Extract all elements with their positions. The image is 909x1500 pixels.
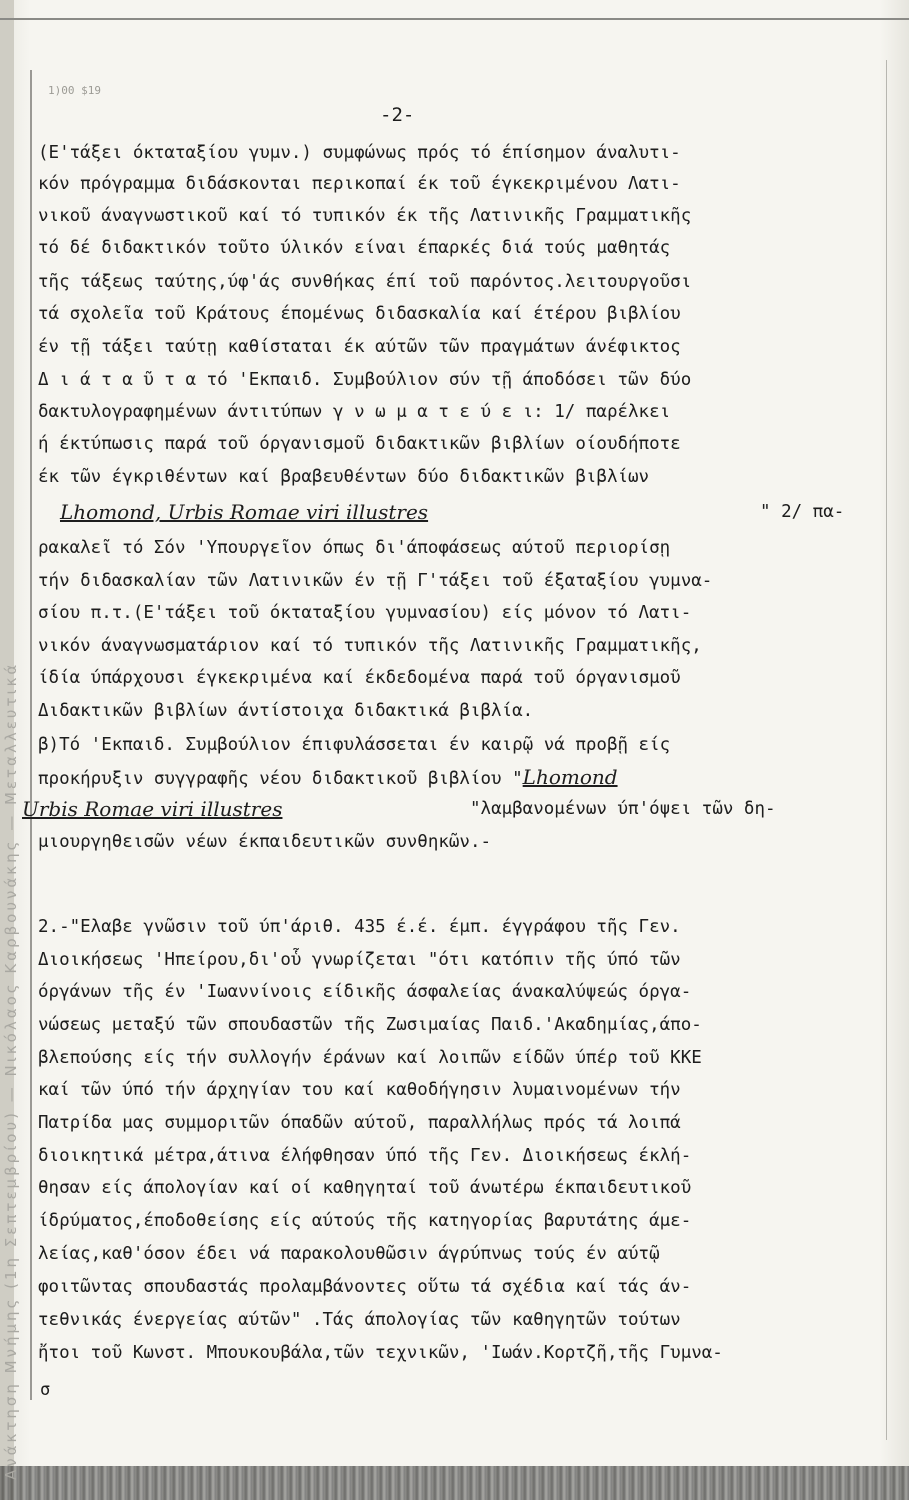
text-segment: προκήρυξιν συγγραφῆς νέου διδακτικοῦ βιβλίου " bbox=[38, 769, 523, 789]
handwritten-book-title: Lhomond, Urbis Romae viri illustres bbox=[60, 500, 429, 524]
text-line: Διοικήσεως 'Ηπείρου,δι'οὗ γνωρίζεται "ότι κατόπιν τῆς ύπό τῶν bbox=[38, 950, 681, 970]
text-line: λείας,καθ'όσον έδει νά παρακολουθῶσιν άγρύπνως τούς έν αύτῷ bbox=[38, 1244, 660, 1264]
page-number: -2- bbox=[380, 104, 415, 126]
text-line: τήν διδασκαλίαν τῶν Λατινικῶν έν τῇ Γ'τάξει τοῦ έξαταξίου γυμνα- bbox=[38, 571, 713, 591]
text-line: νικόν άναγνωσματάριον καί τό τυπικόν τῆς Λατινικῆς Γραμματικῆς, bbox=[38, 636, 702, 656]
margin-rule-right bbox=[886, 60, 887, 1440]
handwritten-book-author: Lhomond bbox=[522, 765, 618, 789]
text-line: τεθνικάς ένεργείας αύτῶν" .Τάς άπολογίας τῶν καθηγητῶν τούτων bbox=[38, 1310, 681, 1330]
text-line: βλεπούσης είς τήν συλλογήν έράνων καί λοιπῶν είδῶν ύπέρ τοῦ ΚΚΕ bbox=[38, 1048, 702, 1068]
text-line: β)Τό 'Εκπαιδ. Συμβούλιον έπιφυλάσσεται έν καιρῷ νά προβῇ είς bbox=[38, 735, 671, 755]
text-line: νικοῦ άναγνωστικοῦ καί τό τυπικόν έκ τῆς Λατινικῆς Γραμματικῆς bbox=[38, 206, 692, 226]
text-line: μιουργηθεισῶν νέων έκπαιδευτικῶν συνθηκῶν.- bbox=[38, 832, 492, 852]
text-line: φοιτῶντας σπουδαστάς προλαμβάνοντες οὕτω τά σχέδια καί τάς άν- bbox=[38, 1277, 692, 1297]
text-line: δακτυλογραφημένων άντιτύπων γ ν ω μ α τ ε ύ ε ι: 1/ παρέλκει bbox=[38, 402, 671, 422]
handwritten-book-title: Urbis Romae viri illustres bbox=[22, 797, 283, 821]
archive-stamp: 1)00 $19 bbox=[48, 84, 101, 97]
text-line: ίδία ύπάρχουσι έγκεκριμένα καί έκδεδομένα παρά τοῦ όργανισμοῦ bbox=[38, 668, 681, 688]
item-marker: " 2/ πα- bbox=[760, 502, 845, 522]
text-line: 2.-"Ελαβε γνῶσιν τοῦ ύπ'άριθ. 435 έ.έ. έμπ. έγγράφου τῆς Γεν. bbox=[38, 917, 681, 937]
text-line bbox=[38, 765, 880, 791]
text-line: ή έκτύπωσις παρά τοῦ όργανισμοῦ διδακτικῶν βιβλίων οίουδήποτε bbox=[38, 434, 681, 454]
handwritten-line bbox=[38, 500, 880, 526]
text-line: όργάνων τῆς έν 'Ιωαννίνοις είδικῆς άσφαλείας άνακαλύψεώς όργα- bbox=[38, 982, 692, 1002]
text-line: σίου π.τ.(Ε'τάξει τοῦ όκταταξίου γυμνασίου) είς μόνον τό Λατι- bbox=[38, 603, 692, 623]
text-line: τά σχολεῖα τοῦ Κράτους έπομένως διδασκαλία καί έτέρου βιβλίου bbox=[38, 304, 681, 324]
text-line: Δ ι ά τ α ῦ τ α τό 'Εκπαιδ. Συμβούλιον σύν τῇ άποδόσει τῶν δύο bbox=[38, 370, 692, 390]
text-line: νώσεως μεταξύ τῶν σπουδαστῶν τῆς Ζωσιμαίας Παιδ.'Ακαδημίας,άπο- bbox=[38, 1015, 702, 1035]
margin-rule-left bbox=[30, 70, 32, 1400]
text-line: τῆς τάξεως ταύτης,ύφ'άς συνθήκας έπί τοῦ παρόντος.λειτουργοῦσι bbox=[38, 272, 692, 292]
text-line: (Ε'τάξει όκταταξίου γυμν.) συμφώνως πρός τό έπίσημον άναλυτι- bbox=[38, 143, 681, 163]
top-rule bbox=[0, 18, 909, 20]
text-segment: "λαμβανομένων ύπ'όψει τῶν δη- bbox=[470, 799, 776, 819]
text-line: κόν πρόγραμμα διδάσκονται περικοπαί έκ τοῦ έγκεκριμένου Λατι- bbox=[38, 174, 681, 194]
handwritten-line bbox=[22, 797, 880, 823]
text-line: ρακαλεῖ τό Σόν 'Υπουργεῖον όπως δι'άποφάσεως αύτοῦ περιορίσῃ bbox=[38, 538, 671, 558]
text-line: Διδακτικῶν βιβλίων άντίστοιχα διδακτικά βιβλία. bbox=[38, 701, 534, 721]
text-line: θησαν είς άπολογίαν καί οί καθηγηταί τοῦ άνωτέρω έκπαιδευτικοῦ bbox=[38, 1178, 692, 1198]
archive-side-note: Ανάκτηση Μνήμης (1η Σεπτεμβρίου) — Νικόλαος Καρβουνάκης — Μεταλλευτικά bbox=[2, 661, 20, 1480]
footnote-mark: σ bbox=[40, 1380, 51, 1400]
text-line: ἤτοι τοῦ Κωνστ. Μπουκουβάλα,τῶν τεχνικῶν, 'Ιωάν.Κορτζῆ,τῆς Γυμνα- bbox=[38, 1343, 723, 1363]
text-line: ίδρύματος,έποδοθείσης είς αύτούς τῆς κατηγορίας βαρυτάτης άμε- bbox=[38, 1211, 692, 1231]
text-line: έν τῇ τάξει ταύτῃ καθίσταται έκ αύτῶν τῶν πραγμάτων άνέφικτος bbox=[38, 337, 681, 357]
text-line: διοικητικά μέτρα,άτινα έλήφθησαν ύπό τῆς Γεν. Διοικήσεως έκλή- bbox=[38, 1146, 692, 1166]
scan-edge-strip bbox=[0, 1466, 909, 1500]
text-line: τό δέ διδακτικόν τοῦτο ύλικόν είναι έπαρκές διά τούς μαθητάς bbox=[38, 238, 671, 258]
text-line: καί τῶν ύπό τήν άρχηγίαν του καί καθοδήγησιν λυμαινομένων τήν bbox=[38, 1080, 681, 1100]
text-line: Πατρίδα μας συμμοριτῶν όπαδῶν αύτοῦ, παραλλήλως πρός τά λοιπά bbox=[38, 1113, 681, 1133]
text-line: έκ τῶν έγκριθέντων καί βραβευθέντων δύο διδακτικῶν βιβλίων bbox=[38, 467, 650, 487]
